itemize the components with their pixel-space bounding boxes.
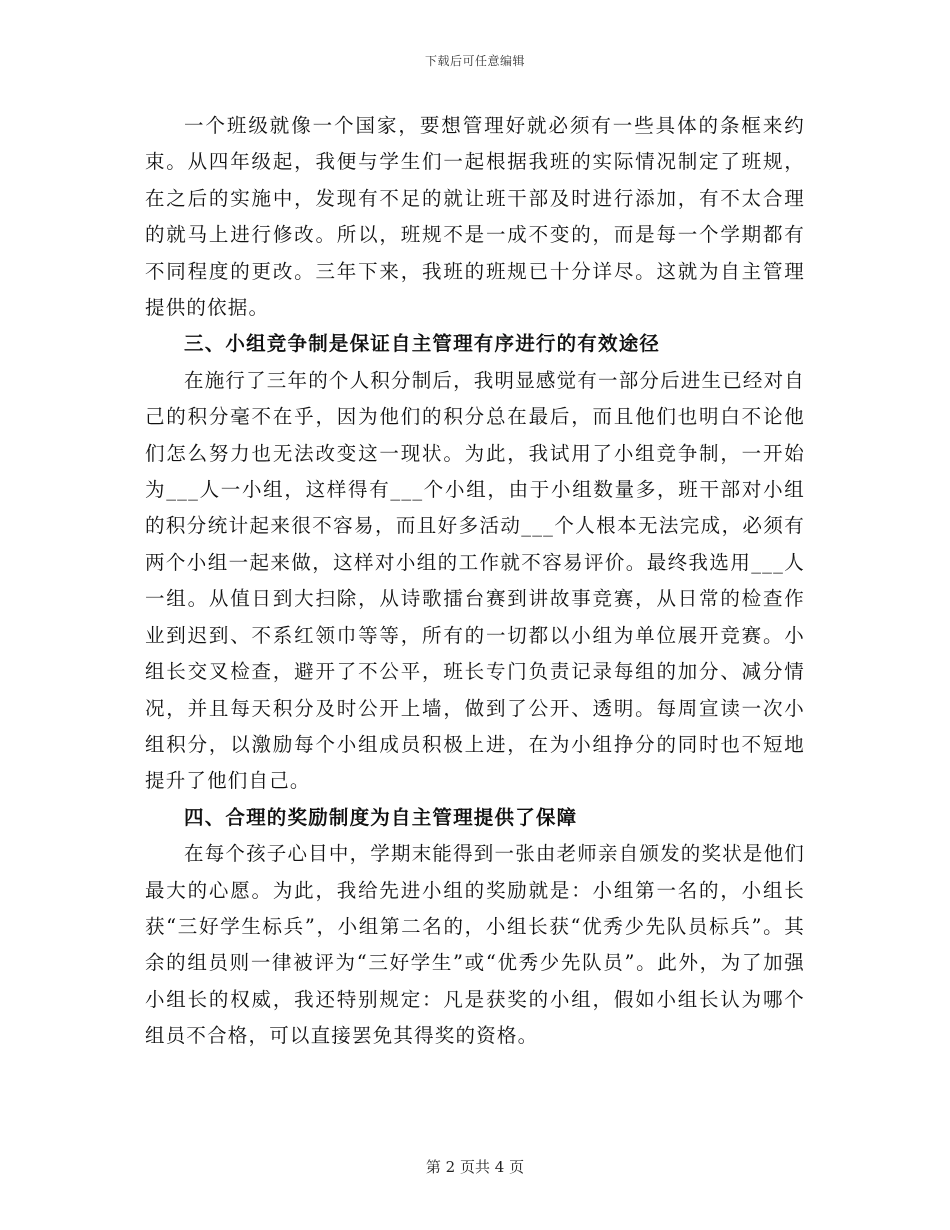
paragraph-reward-system: 在每个孩子心目中，学期末能得到一张由老师亲自颁发的奖状是他们最大的心愿。为此，我给先进小组的奖励就是：小组第一名的，小组长获“三好学生标兵”，小组第二名的，小组长获“优秀少先队员标兵”。其余的组员则一律被评为“三好学生”或“优秀少先队员”。此外，为了加强小组长的权威，我还特别规定：凡是获奖的小组，假如小组长认为哪个组员不合格，可以直接罢免其得奖的资格。 [145,842,806,1048]
page-header: 下载后可任意编辑 [424,54,525,68]
section-heading-3: 三、小组竞争制是保证自主管理有序进行的有效途径 [184,332,661,356]
paragraph-group-competition: 在施行了三年的个人积分制后，我明显感觉有一部分后进生已经对自己的积分毫不在乎，因为他们的积分总在最后，而且他们也明白不论他们怎么努力也无法改变这一现状。为此，我试用了小组竞争制，一开始为___人一小组，这样得有___个小组，由于小组数量多，班干部对小组的积分统计起来很不容易，而且好多活动___个人根本无法完成，必须有两个小组一起来做，这样对小组的工作就不容易评价。最终我选用___人一组。从值日到大扫除，从诗歌擂台赛到讲故事竞赛，从日常的检查作业到迟到、不系红领巾等等，所有的一切都以小组为单位展开竞赛。小组长交叉检查，避开了不公平，班长专门负责记录每组的加分、减分情况，并且每天积分及时公开上墙，做到了公开、透明。每周宣读一次小组积分，以激励每个小组成员积极上进，在为小组挣分的同时也不短地提升了他们自己。 [145,368,806,793]
section-heading-4: 四、合理的奖励制度为自主管理提供了保障 [184,805,578,829]
page-number: 第 2 页共 4 页 [425,1158,525,1176]
paragraph-class-rules: 一个班级就像一个国家，要想管理好就必须有一些具体的条框来约束。从四年级起，我便与学生们一起根据我班的实际情况制定了班规，在之后的实施中，发现有不足的就让班干部及时进行添加，有不太合理的就马上进行修改。所以，班规不是一成不变的，而是每一个学期都有不同程度的更改。三年下来，我班的班规已十分详尽。这就为自主管理提供的依据。 [145,114,805,320]
document-body [145,108,805,1055]
